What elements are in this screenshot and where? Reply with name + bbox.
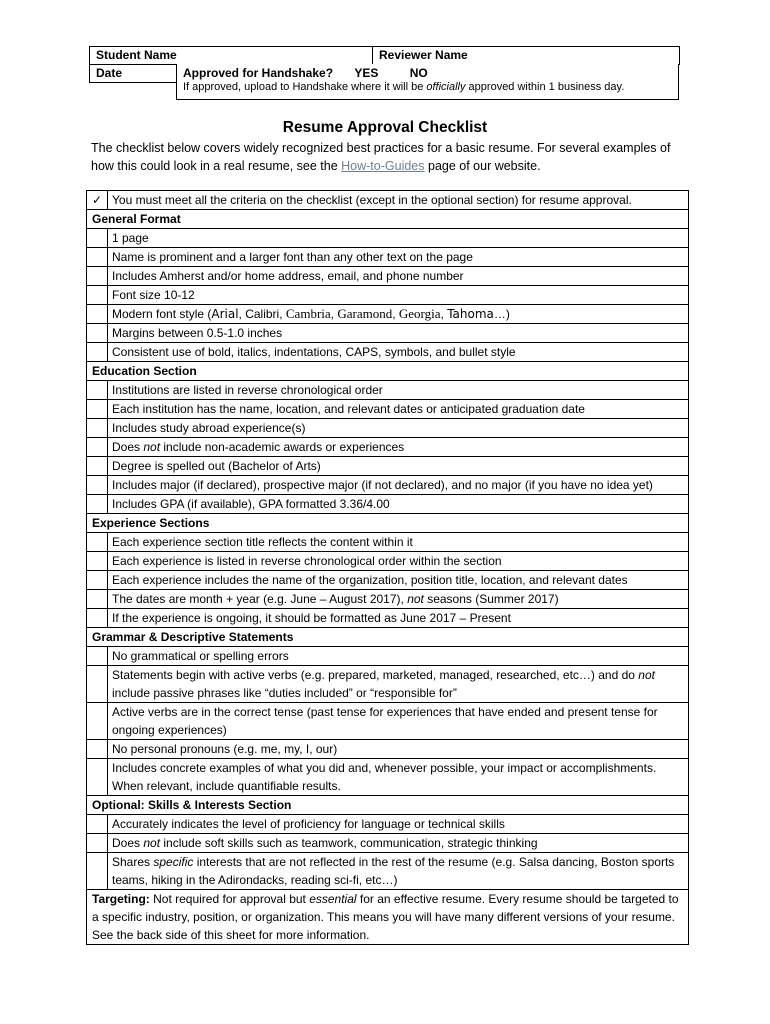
checklist-table	[86, 190, 689, 945]
checkbox[interactable]	[87, 229, 108, 248]
checkbox[interactable]	[87, 305, 108, 324]
checklist-row: Each institution has the name, location, and relevant dates or anticipated graduation date	[87, 400, 689, 419]
checkbox[interactable]	[87, 343, 108, 362]
checklist-row: No grammatical or spelling errors	[87, 647, 689, 666]
checkbox[interactable]	[87, 647, 108, 666]
reviewer-name-label: Reviewer Name	[373, 47, 680, 65]
section-heading-grammar: Grammar & Descriptive Statements	[87, 628, 689, 647]
intro-paragraph: The checklist below covers widely recognized best practices for a basic resume. For several examples of how this could look in a real resume, see the How-to-Guides page of our website.	[91, 141, 671, 173]
checklist-row: Degree is spelled out (Bachelor of Arts)	[87, 457, 689, 476]
checklist-row: Each experience is listed in reverse chronological order within the section	[87, 552, 689, 571]
checklist-row: Active verbs are in the correct tense (past tense for experiences that have ended and present tense for ongoing experiences)	[87, 703, 689, 740]
checklist-row: ✓ You must meet all the criteria on the checklist (except in the optional section) for resume approval.	[87, 191, 689, 210]
checkbox[interactable]	[87, 286, 108, 305]
checklist-row: Includes concrete examples of what you did and, whenever possible, your impact or accomplishments. When relevant, include quantifiable results.	[87, 759, 689, 796]
font-style-item: Modern font style (Arial, Calibri, Cambria, Garamond, Georgia, Tahoma…)	[108, 305, 689, 324]
checklist-row: Accurately indicates the level of proficiency for language or technical skills	[87, 815, 689, 834]
checkbox[interactable]	[87, 457, 108, 476]
checkbox[interactable]	[87, 324, 108, 343]
checklist-row: If the experience is ongoing, it should be formatted as June 2017 – Present	[87, 609, 689, 628]
checkbox[interactable]	[87, 759, 108, 796]
section-heading-optional: Optional: Skills & Interests Section	[87, 796, 689, 815]
checklist-row: Includes Amherst and/or home address, email, and phone number	[87, 267, 689, 286]
checkbox[interactable]	[87, 267, 108, 286]
checklist-row: Font size 10-12	[87, 286, 689, 305]
checkbox[interactable]	[87, 590, 108, 609]
section-heading-experience: Experience Sections	[87, 514, 689, 533]
approval-note: If approved, upload to Handshake where it will be officially approved within 1 business day.	[183, 81, 625, 93]
student-name-label: Student Name	[90, 47, 373, 65]
checkbox[interactable]	[87, 495, 108, 514]
checklist-row: Each experience includes the name of the organization, position title, location, and relevant dates	[87, 571, 689, 590]
checklist-row: Shares specific interests that are not reflected in the rest of the resume (e.g. Salsa dancing, Boston sports teams, hiking in the Adirondacks, reading sci-fi, etc…)	[87, 853, 689, 890]
checkbox[interactable]	[87, 552, 108, 571]
section-heading-education: Education Section	[87, 362, 689, 381]
checkbox[interactable]	[87, 834, 108, 853]
checklist-row: Institutions are listed in reverse chronological order	[87, 381, 689, 400]
checklist-row: No personal pronouns (e.g. me, my, I, our)	[87, 740, 689, 759]
checklist-row: Does not include soft skills such as teamwork, communication, strategic thinking	[87, 834, 689, 853]
checklist-row: Does not include non-academic awards or experiences	[87, 438, 689, 457]
checkbox[interactable]	[87, 248, 108, 267]
checklist-row: Consistent use of bold, italics, indentations, CAPS, symbols, and bullet style	[87, 343, 689, 362]
checkbox[interactable]	[87, 853, 108, 890]
checkbox[interactable]	[87, 533, 108, 552]
how-to-guides-link[interactable]: How-to-Guides	[341, 159, 425, 173]
checklist-row: Includes major (if declared), prospective major (if not declared), and no major (if you have no idea yet)	[87, 476, 689, 495]
checklist-row: Includes study abroad experience(s)	[87, 419, 689, 438]
approved-label: Approved for Handshake?	[183, 66, 334, 80]
checkbox[interactable]	[87, 400, 108, 419]
check-icon: ✓	[87, 191, 108, 210]
checklist-row: Includes GPA (if available), GPA formatted 3.36/4.00	[87, 495, 689, 514]
page-title: Resume Approval Checklist	[282, 119, 488, 136]
checklist-row: The dates are month + year (e.g. June – August 2017), not seasons (Summer 2017)	[87, 590, 689, 609]
checkbox[interactable]	[87, 419, 108, 438]
checklist-row	[87, 305, 689, 324]
targeting-note: Targeting: Not required for approval but essential for an effective resume. Every resume should be targeted to a specific industry, position, or organization. This means you will have many different versions of your resume. See the back side of this sheet for more information.	[87, 890, 689, 945]
checklist-row: Statements begin with active verbs (e.g. prepared, marketed, managed, researched, etc…) and do not include passive phrases like “duties included” or “responsible for”	[87, 666, 689, 703]
checkbox[interactable]	[87, 666, 108, 703]
checkbox[interactable]	[87, 703, 108, 740]
checklist-row: 1 page	[87, 229, 689, 248]
checklist-row: Margins between 0.5-1.0 inches	[87, 324, 689, 343]
checkbox[interactable]	[87, 609, 108, 628]
date-label: Date	[90, 65, 373, 83]
checklist-row: Each experience section title reflects the content within it	[87, 533, 689, 552]
checkbox[interactable]	[87, 815, 108, 834]
no-option: NO	[409, 66, 428, 80]
checklist-row: Name is prominent and a larger font than any other text on the page	[87, 248, 689, 267]
checkbox[interactable]	[87, 476, 108, 495]
checkbox[interactable]	[87, 571, 108, 590]
checkbox[interactable]	[87, 381, 108, 400]
checkbox[interactable]	[87, 438, 108, 457]
section-heading-general-format: General Format	[87, 210, 689, 229]
checkbox[interactable]	[87, 740, 108, 759]
yes-option: YES	[354, 66, 379, 80]
approved-cell	[176, 64, 679, 100]
